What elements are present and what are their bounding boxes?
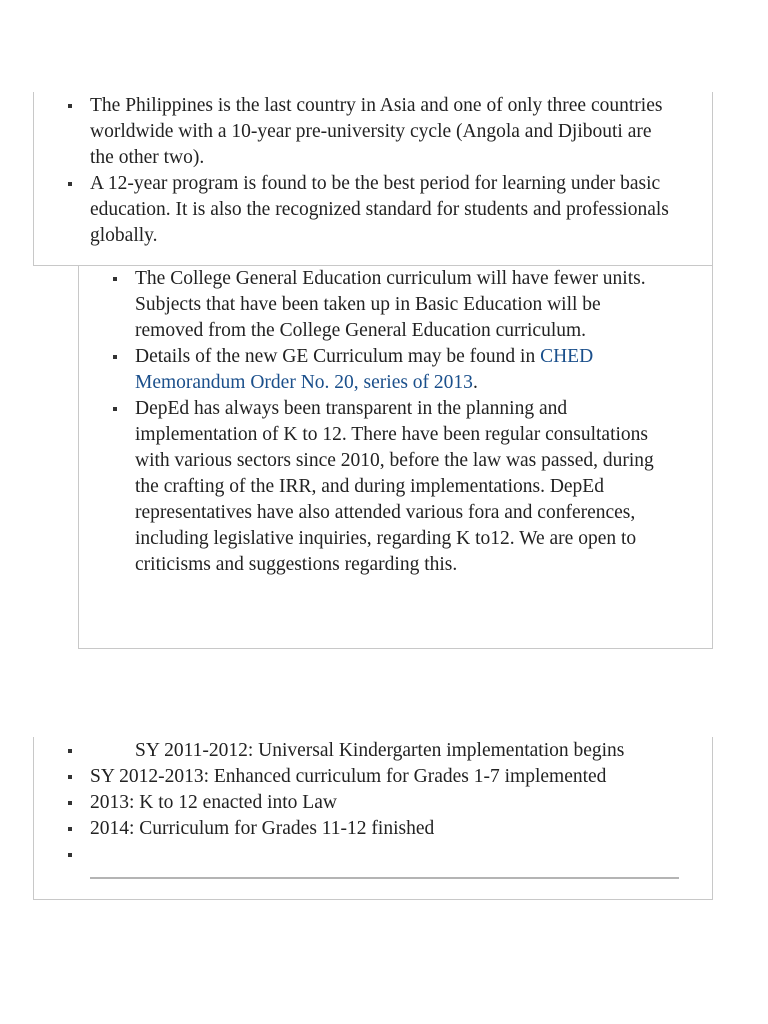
list-item	[90, 93, 680, 171]
horizontal-rule	[90, 877, 679, 879]
timeline-text: SY 2012-2013: Enhanced curriculum for Grades 1-7 implemented	[90, 766, 607, 787]
timeline-text: SY 2011-2012: Universal Kindergarten implementation begins	[135, 740, 625, 761]
bullet-icon	[113, 355, 117, 359]
bullet-icon	[68, 801, 72, 805]
reasons-list	[0, 93, 680, 249]
bullet-icon	[113, 407, 117, 411]
list-item	[90, 171, 680, 249]
college-list	[0, 266, 672, 578]
ched-memo-link[interactable]: CHED Memorandum Order No. 20, series of 2013	[135, 346, 594, 393]
list-item	[135, 344, 672, 396]
reason-text: A 12-year program is found to be the best period for learning under basic education. It is also the recognized standard for students and professionals globally.	[90, 173, 669, 246]
reason-text: The Philippines is the last country in Asia and one of only three countries worldwide with a 10-year pre-university cycle (Angola and Djibouti are the other two).	[90, 95, 663, 168]
bullet-icon	[68, 749, 72, 753]
bullet-icon	[68, 104, 72, 108]
bullet-icon	[68, 827, 72, 831]
deped-text: DepEd has always been transparent in the planning and implementation of K to 12. There have been regular consultations with various sectors since 2010, before the law was passed, during the crafting of the IRR, and during implementations. DepEd representatives have also attended various fora and conferences, including legislative inquiries, regarding K to12. We are open to criticisms and suggestions regarding this.	[135, 398, 654, 575]
ge-details-text: Details of the new GE Curriculum may be found in	[135, 346, 541, 367]
bullet-icon	[68, 775, 72, 779]
list-item	[135, 396, 672, 578]
list-item	[90, 842, 680, 868]
list-item	[90, 816, 680, 842]
bullet-icon	[68, 853, 72, 857]
list-item	[90, 764, 680, 790]
timeline-list	[0, 738, 680, 868]
list-item	[90, 738, 680, 764]
ge-details-suffix: .	[472, 372, 478, 393]
bullet-icon	[68, 182, 72, 186]
bullet-icon	[113, 277, 117, 281]
list-item	[90, 790, 680, 816]
list-item	[135, 266, 672, 344]
timeline-text: 2013: K to 12 enacted into Law	[90, 792, 337, 813]
timeline-text: 2014: Curriculum for Grades 11-12 finished	[90, 818, 435, 839]
college-text: The College General Education curriculum will have fewer units. Subjects that have been taken up in Basic Education will be removed from the College General Education curriculum.	[135, 268, 646, 341]
